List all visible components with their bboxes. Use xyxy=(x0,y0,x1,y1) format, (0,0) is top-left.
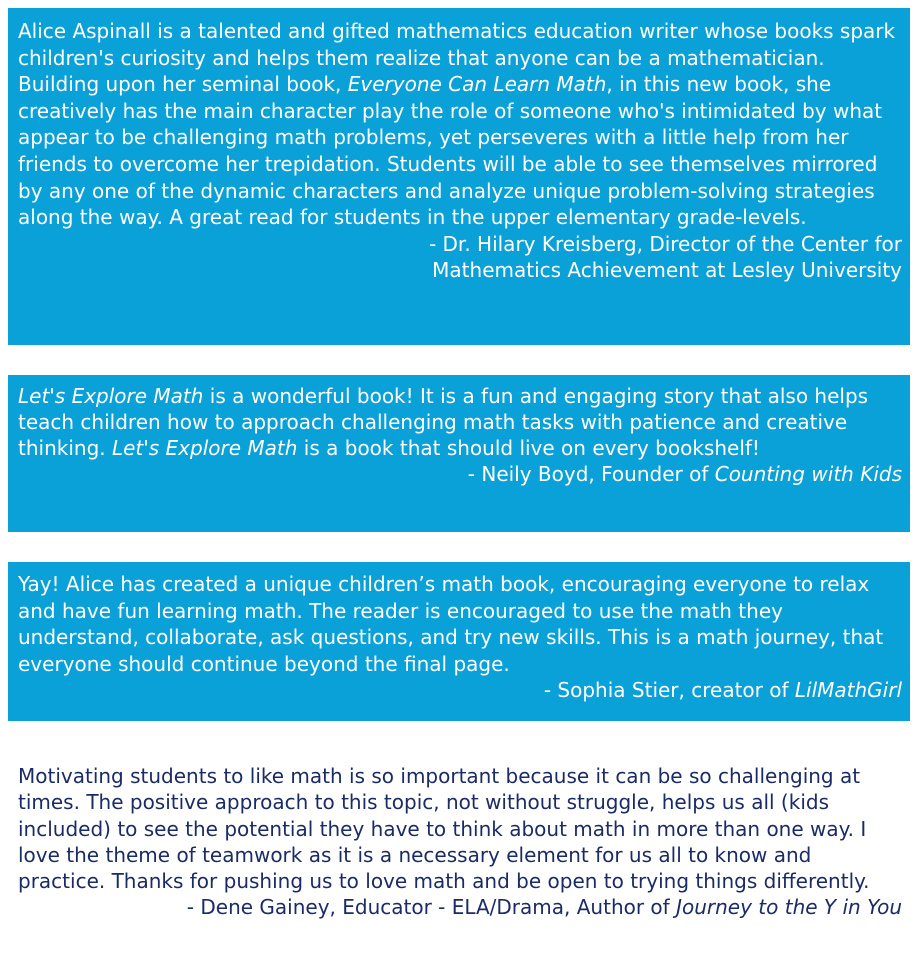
attribution-line: - Dr. Hilary Kreisberg, Director of the Center for xyxy=(428,231,902,256)
text-segment: is a book that should live on every bookshelf! xyxy=(297,436,760,460)
testimonial-text xyxy=(18,383,902,461)
attribution-name: - Sophia Stier, creator of xyxy=(543,678,795,702)
text-segment: is a wonderful book! It is a fun and engaging story that also helps teach children how to approach challenging math tasks with patience and creative thinking. xyxy=(18,384,869,460)
testimonial-attribution xyxy=(18,461,902,487)
attribution-title: Counting with Kids xyxy=(714,462,902,486)
testimonial-text: Motivating students to like math is so important because it can be so challenging at times. The positive approach to this topic, not without struggle, helps us all (kids included) to see the potential they have to think about math in more than one way. I love the theme of teamwork as it is a necessary element for us all to know and practice. Thanks for pushing us to love math and be open to trying things differently. xyxy=(18,764,870,894)
testimonial-card-boyd xyxy=(8,375,910,532)
attribution-line: Mathematics Achievement at Lesley University xyxy=(432,258,902,283)
testimonial-text xyxy=(18,18,902,231)
testimonial-text: Yay! Alice has created a unique children’s math book, encouraging everyone to relax and have fun learning math. The reader is encouraged to use the math they understand, collaborate, ask questions, and try new skills. This is a math journey, that everyone should continue beyond the final page. xyxy=(18,572,884,676)
testimonial-attribution xyxy=(18,677,902,704)
testimonial-attribution xyxy=(18,231,902,284)
book-title: Let's Explore Math xyxy=(111,436,298,460)
attribution-title: Journey to the Y in You xyxy=(676,895,902,920)
testimonial-attribution xyxy=(18,894,902,920)
text-segment: , in this new book, she creatively has the main character play the role of someone who's intimidated by what appear to be challenging math problems, yet perseveres with a little help from her friends to overcome her trepidation. Students will be able to see themselves mirrored by any one of the dynamic characters and analyze unique problem-solving strategies along the way. A great read for students in the upper elementary grade-levels. xyxy=(18,72,883,230)
testimonial-card-stier xyxy=(8,562,910,721)
attribution-name: - Neily Boyd, Founder of xyxy=(467,462,715,486)
testimonial-card-gainey xyxy=(8,755,910,969)
book-title: Everyone Can Learn Math xyxy=(347,72,607,97)
text-segment: Alice Aspinall is a talented and gifted mathematics education writer whose books spark children's curiosity and helps them realize that anyone can be a mathematician. Building upon her seminal book, xyxy=(18,19,896,97)
attribution-name: - Dene Gainey, Educator - ELA/Drama, Author of xyxy=(186,895,677,920)
book-title: Let's Explore Math xyxy=(18,384,204,408)
testimonial-card-kreisberg xyxy=(8,8,910,345)
attribution-title: LilMathGirl xyxy=(794,678,902,702)
